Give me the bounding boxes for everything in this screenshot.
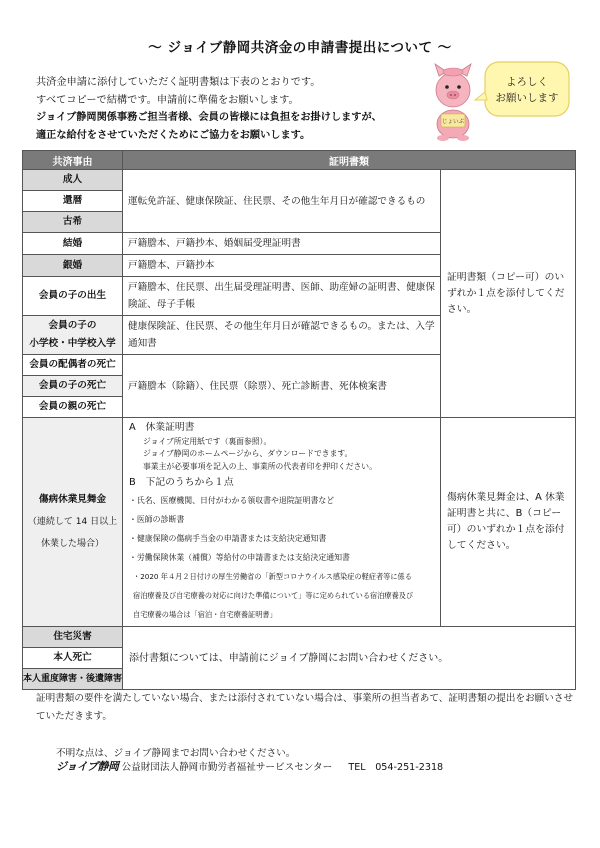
- docs-marriage: 戸籍謄本、戸籍抄本、婚姻届受理証明書: [123, 233, 441, 255]
- intro-line-3: ジョイブ静岡関係事務ご担当者様、会員の皆様には負担をお掛けしますが、: [36, 112, 382, 123]
- docs-age: 運転免許証、健康保険証、住民票、その他生年月日が確認できるもの: [123, 170, 441, 233]
- note-general: 証明書類（コピー可）のいずれか１点を添付してください。: [441, 170, 576, 418]
- docs-death: 戸籍謄本（除籍）、住民票（除票）、死亡診断書、死体検案書: [123, 355, 441, 418]
- intro-line-1: 共済金申請に添付していただく証明書類は下表のとおりです。: [36, 77, 321, 88]
- apron-tag: じょいぶ: [441, 119, 465, 125]
- docs-other: 添付書類については、申請前にジョイブ静岡にお問い合わせください。: [123, 627, 576, 690]
- sick-b-item: ・氏名、医療機関、日付がわかる領収書や退院証明書など: [129, 496, 335, 506]
- org-name: 公益財団法人静岡市勤労者福祉サービスセンター: [121, 762, 333, 773]
- event-cell: 本人重度障害・後遺障害: [23, 669, 123, 690]
- event-cell: [23, 316, 123, 355]
- sick-covid-line: 自宅療養の場合は「宿泊・自宅療養証明書」: [133, 610, 277, 620]
- org-tel: TEL 054-251-2318: [348, 762, 444, 773]
- event-cell: 古希: [23, 212, 123, 233]
- document-table: [22, 150, 576, 690]
- sick-a-sub: 事業主が必要事項を記入の上、事業所の代表者印を押印ください。: [143, 461, 377, 471]
- event-cell: 住宅災害: [23, 627, 123, 648]
- docs-sickness: [123, 418, 441, 627]
- docs-silver: 戸籍謄本、戸籍抄本: [123, 255, 441, 277]
- header-docs: 証明書類: [123, 151, 576, 170]
- sick-covid-line: ・2020 年４月２日付けの厚生労働省の「新型コロナウイルス感染症の軽症者等に係る: [133, 572, 412, 582]
- event-cell: 結婚: [23, 233, 123, 255]
- sick-covid-line: 宿泊療養及び自宅療養の対応に向けた準備について」等に定められている宿泊療養及び: [133, 591, 414, 601]
- pig-mascot-illustration: [427, 58, 571, 142]
- event-cell: 成人: [23, 170, 123, 191]
- intro-line-2: すべてコピーで結構です。申請前に準備をお願いします。: [36, 94, 299, 106]
- event-cell: 会員の子の出生: [23, 277, 123, 316]
- footer-org-line: [56, 760, 443, 775]
- footer-warning: 証明書類の要件を満たしていない場合、または添付されていない場合は、事業所の担当者あて、証明書類の提出をお願いさせていただきます。: [36, 693, 574, 722]
- event-cell: 会員の配偶者の死亡: [23, 355, 123, 376]
- sick-b-item: ・労働保険休業（補償）等給付の申請書または支給決定通知書: [129, 553, 350, 563]
- event-cell: 還暦: [23, 191, 123, 212]
- event-cell: 本人死亡: [23, 648, 123, 669]
- speech-line-2: お願いします: [495, 92, 559, 104]
- sick-b-item: ・医師の診断書: [129, 515, 185, 525]
- event-cell: 会員の親の死亡: [23, 397, 123, 418]
- sick-b-head: B 下記のうちから１点: [129, 477, 234, 489]
- docs-birth: 戸籍謄本、住民票、出生届受理証明書、医師、助産婦の証明書、健康保険証、母子手帳: [123, 277, 441, 316]
- sick-cat-line-2: （連続して 14 日以上: [27, 517, 118, 528]
- sick-a-sub: ジョイブ静岡のホームページから、ダウンロードできます。: [143, 449, 353, 459]
- event-cell-sickness: [23, 418, 123, 627]
- event-line: 会員の子の: [48, 320, 97, 331]
- sick-b-item: ・健康保険の傷病手当金の申請書または支給決定通知書: [129, 534, 327, 544]
- sick-a-sub: ジョイブ所定用紙です（裏面参照）。: [143, 437, 272, 446]
- event-cell: 銀婚: [23, 255, 123, 277]
- footer-contact: 不明な点は、ジョイブ静岡までお問い合わせください。: [56, 748, 296, 759]
- event-line: 小学校・中学校入学: [29, 338, 116, 349]
- intro-line-4: 適正な給付をさせていただくためにご協力をお願いします。: [36, 129, 311, 141]
- sick-cat-line-3: 休業した場合）: [40, 539, 104, 550]
- pig-icon: [435, 64, 471, 141]
- brand-logo-text: ジョイブ静岡: [56, 760, 119, 773]
- page-title: ～ ジョイブ静岡共済金の申請書提出について ～: [148, 40, 452, 56]
- speech-line-1: よろしく: [506, 76, 548, 88]
- note-sickness: 傷病休業見舞金は、A 休業証明書と共に、B（コピー可）のいずれか１点を添付してください。: [441, 418, 576, 627]
- event-cell: 会員の子の死亡: [23, 376, 123, 397]
- header-event: 共済事由: [23, 151, 123, 170]
- docs-school: 健康保険証、住民票、その他生年月日が確認できるもの。または、入学通知書: [123, 316, 441, 355]
- sick-cat-line-1: 傷病休業見舞金: [38, 494, 107, 506]
- speech-bubble: [485, 62, 569, 116]
- sick-a-head: A 休業証明書: [129, 422, 195, 433]
- intro-text: [36, 74, 416, 144]
